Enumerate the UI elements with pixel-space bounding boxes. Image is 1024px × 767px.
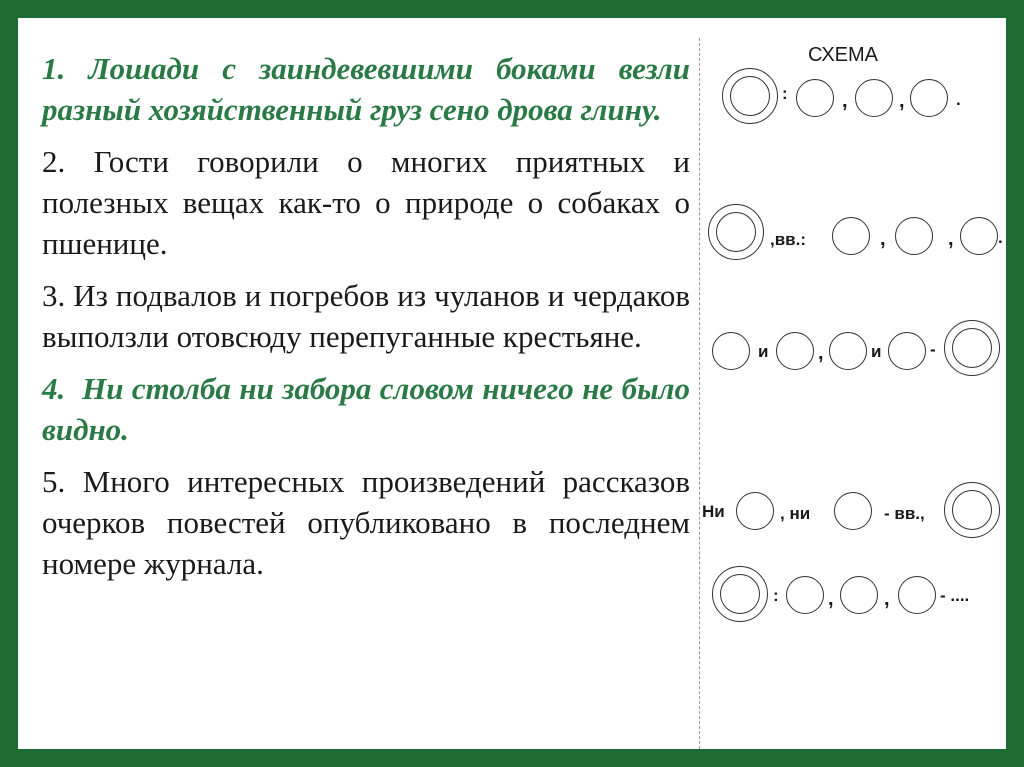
sentence-4-number: 4.: [42, 371, 66, 406]
row4-ni-2: , ни: [780, 504, 811, 523]
row1-comma-1: ,: [842, 90, 848, 112]
generalizing-word-inner-circle: [730, 76, 770, 116]
sentence-3-number: 3.: [42, 278, 66, 313]
homogeneous-member-circle: [829, 332, 867, 370]
generalizing-word-inner-circle: [952, 328, 992, 368]
homogeneous-member-circle: [712, 332, 750, 370]
homogeneous-member-circle: [855, 79, 893, 117]
row2-comma-1: ,: [880, 228, 886, 250]
homogeneous-member-circle: [736, 492, 774, 530]
homogeneous-member-circle: [834, 492, 872, 530]
homogeneous-member-circle: [898, 576, 936, 614]
schema-title: СХЕМА: [808, 44, 878, 66]
homogeneous-member-circle: [910, 79, 948, 117]
row1-comma-2: ,: [899, 90, 905, 112]
row2-comma-2: ,: [948, 228, 954, 250]
schemes-area: [18, 18, 1006, 749]
sentence-5-number: 5.: [42, 464, 66, 499]
homogeneous-member-circle: [776, 332, 814, 370]
homogeneous-member-circle: [832, 217, 870, 255]
homogeneous-member-circle: [895, 217, 933, 255]
generalizing-word-inner-circle: [952, 490, 992, 530]
row3-and-1: и: [758, 342, 769, 361]
row4-ni-1: Ни: [702, 502, 725, 521]
homogeneous-member-circle: [786, 576, 824, 614]
row2-introductory-word: ,вв.:: [770, 230, 807, 249]
row3-and-2: и: [871, 342, 882, 361]
homogeneous-member-circle: [888, 332, 926, 370]
sentence-2-text: Гости говорили о многих приятных и полезных вещах как-то о природе о собаках о пшенице.: [42, 144, 691, 261]
row2-period: .: [998, 228, 1003, 247]
sentence-3-text: Из подвалов и погребов из чуланов и чердаков выползли отовсюду перепуганные крестьяне.: [42, 278, 690, 354]
slide-frame: [18, 18, 1006, 749]
row5-ending: - ....: [940, 586, 970, 605]
homogeneous-member-circle: [840, 576, 878, 614]
row3-dash: -: [930, 340, 936, 359]
row5-comma-2: ,: [884, 588, 890, 610]
row3-comma: ,: [818, 342, 824, 364]
generalizing-word-inner-circle: [716, 212, 756, 252]
generalizing-word-inner-circle: [720, 574, 760, 614]
homogeneous-member-circle: [960, 217, 998, 255]
row1-period: .: [956, 90, 961, 109]
row4-introductory-word: - вв.,: [884, 504, 925, 523]
sentence-1-text: Лошади с заиндевевшими боками везли разный хозяйственный груз сено дрова глину.: [42, 51, 690, 127]
sentence-2-number: 2.: [42, 144, 66, 179]
row5-comma-1: ,: [828, 588, 834, 610]
sentence-4-text: Ни столба ни забора словом ничего не было видно.: [42, 371, 691, 447]
row5-colon: :: [773, 586, 779, 605]
sentence-1-number: 1.: [42, 51, 66, 86]
sentence-5-text: Много интересных произведений рассказов очерков повестей опубликовано в последнем номере журнала.: [42, 464, 691, 581]
row1-colon: :: [782, 84, 788, 103]
homogeneous-member-circle: [796, 79, 834, 117]
